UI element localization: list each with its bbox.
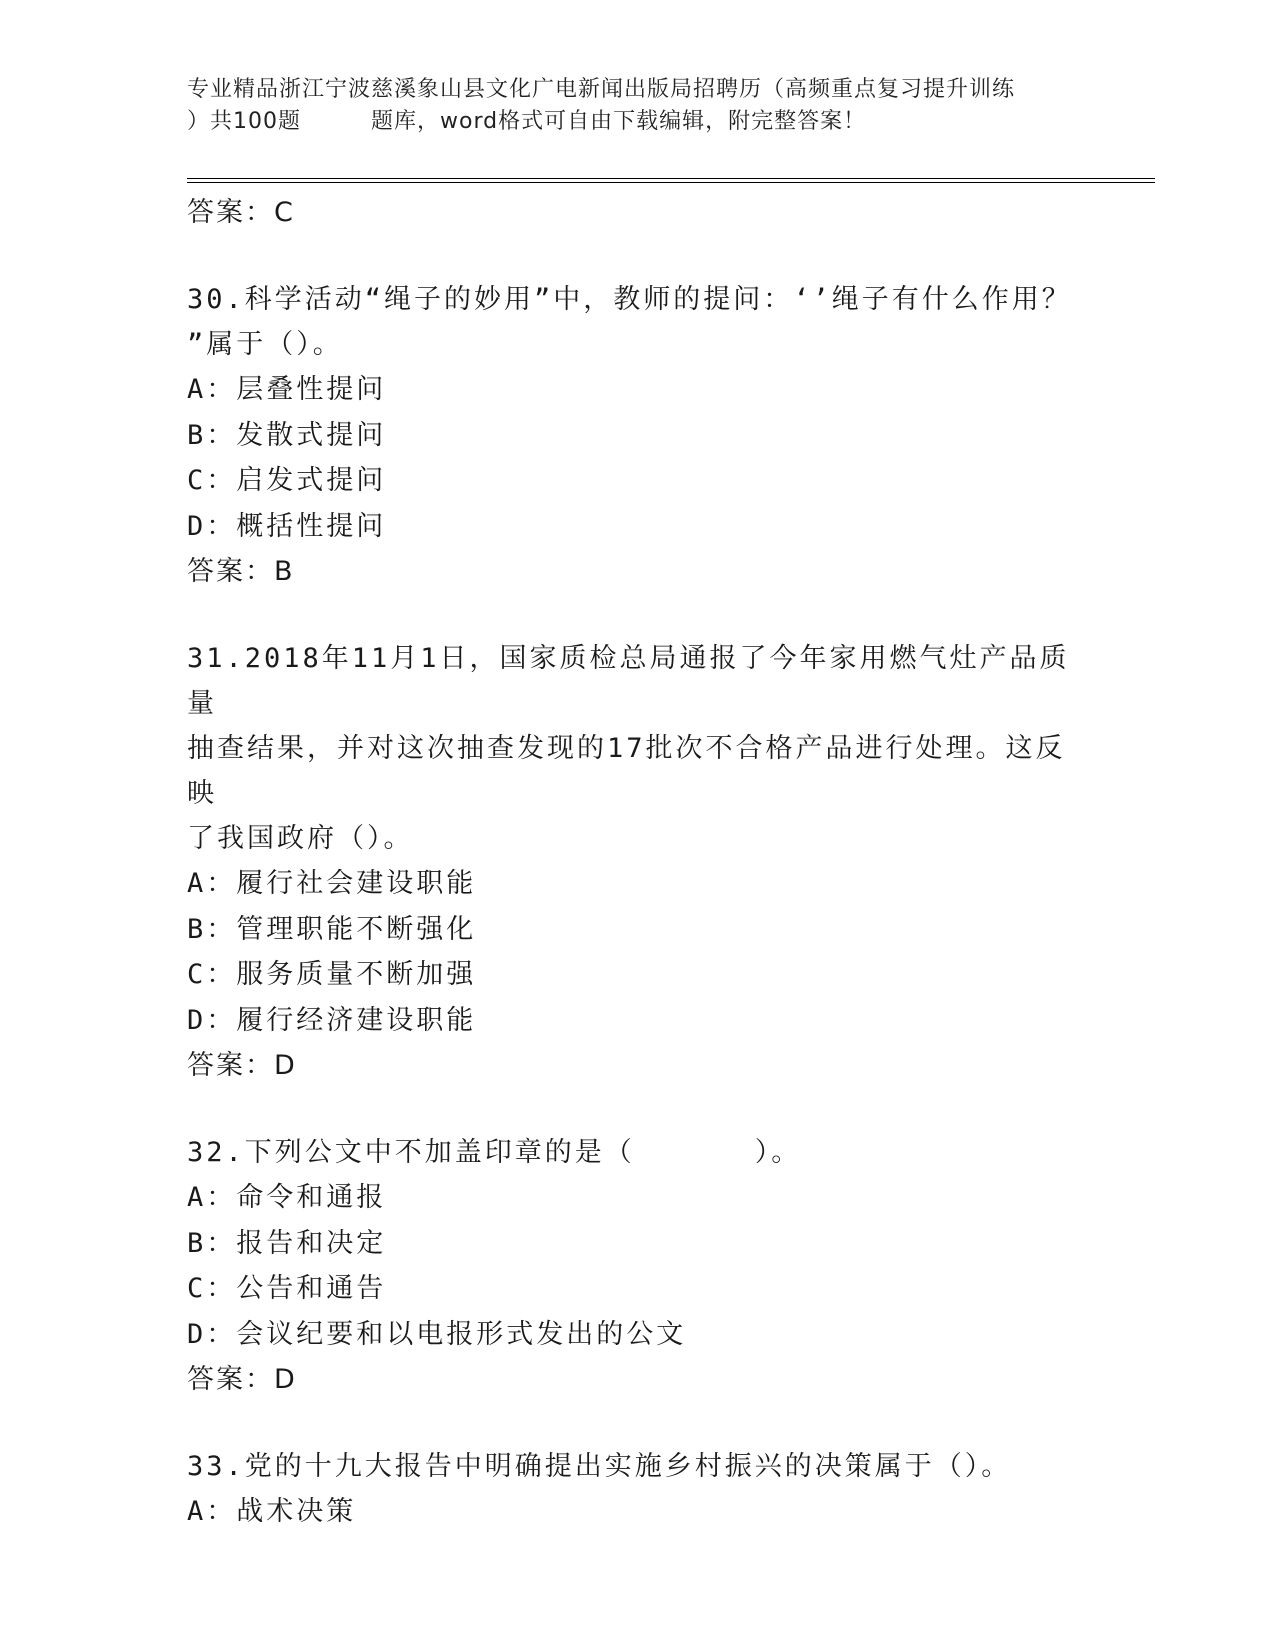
option-d: D：会议纪要和以电报形式发出的公文 [187, 1318, 687, 1350]
answer-line: 答案：D [187, 1364, 297, 1395]
header-line-2-part-a: ）共100题 [187, 109, 301, 134]
question-block [187, 1130, 1087, 1403]
question-text-pre: 32.下列公文中不加盖印章的是（ [187, 1137, 635, 1168]
question-block [187, 636, 1087, 1089]
option-a: A：命令和通报 [187, 1182, 387, 1213]
option-c: C：公告和通告 [187, 1273, 387, 1304]
question-text-line [187, 1130, 1087, 1175]
question-text-line: 31.2018年11月1日，国家质检总局通报了今年家用燃气灶产品质量 [187, 643, 1070, 719]
document-body [187, 190, 1087, 1535]
option-a: A：履行社会建设职能 [187, 868, 477, 899]
header-line-2 [187, 106, 1167, 138]
question-text-post: ）。 [754, 1137, 802, 1168]
header-rule-top [187, 178, 1155, 179]
answer-line: 答案：C [187, 197, 295, 228]
header-rule-bottom [187, 182, 1155, 183]
option-b: B：发散式提问 [187, 419, 387, 451]
option-d: D：概括性提问 [187, 510, 387, 542]
question-block [187, 1444, 1087, 1535]
option-a: A：战术决策 [187, 1496, 357, 1527]
question-text-line: 33.党的十九大报告中明确提出实施乡村振兴的决策属于（）。 [187, 1451, 1012, 1482]
question-block [187, 277, 1087, 595]
question-text-line: 抽查结果，并对这次抽查发现的17批次不合格产品进行处理。这反映 [187, 733, 1066, 809]
question-text-line: 了我国政府（）。 [187, 823, 414, 854]
header-line-1: 专业精品浙江宁波慈溪象山县文化广电新闻出版局招聘历（高频重点复习提升训练 [187, 77, 1016, 102]
option-a: A：层叠性提问 [187, 374, 387, 405]
option-c: C：启发式提问 [187, 465, 387, 496]
option-b: B：管理职能不断强化 [187, 913, 477, 945]
question-text-line: 30.科学活动“绳子的妙用”中，教师的提问：‘’绳子有什么作用？ [187, 284, 1072, 315]
option-d: D：履行经济建设职能 [187, 1004, 477, 1036]
option-c: C：服务质量不断加强 [187, 959, 477, 990]
option-b: B：报告和决定 [187, 1227, 387, 1259]
page-header [187, 74, 1167, 138]
answer-line: 答案：B [187, 556, 295, 587]
answer-line: 答案：D [187, 1050, 297, 1081]
question-text-line: ”属于（）。 [187, 329, 343, 360]
header-line-2-part-b: 题库，word格式可自由下载编辑，附完整答案！ [371, 109, 867, 134]
